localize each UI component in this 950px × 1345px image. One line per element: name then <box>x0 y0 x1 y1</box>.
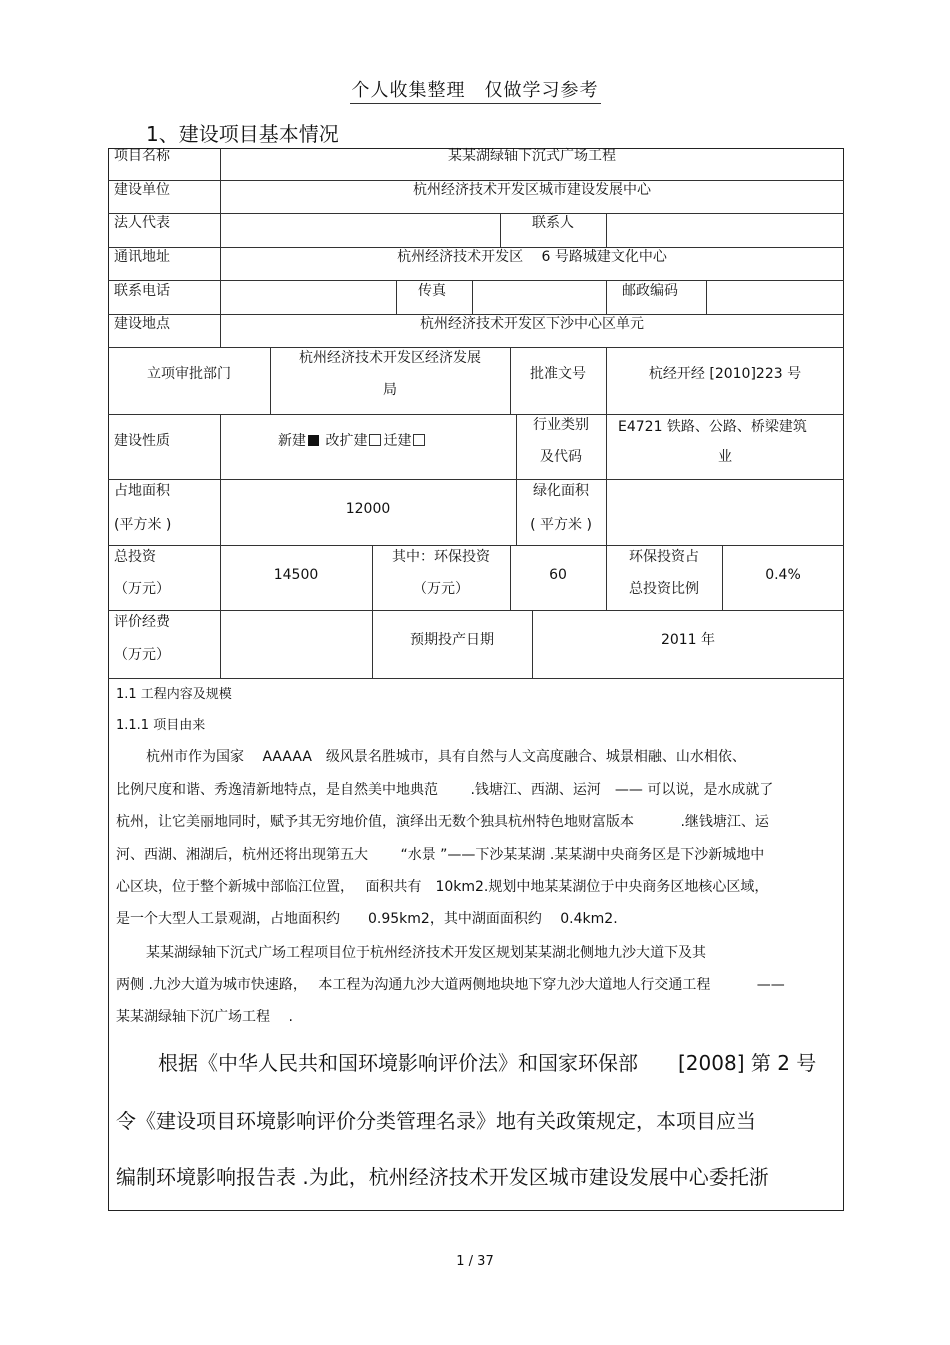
section-title: 1、建设项目基本情况 <box>146 122 339 146</box>
header-text: 个人收集整理 仅做学习参考 <box>350 80 601 104</box>
legal-rep-label: 法人代表 <box>114 215 170 231</box>
paragraph-1-line: 比例尺度和谐、秀逸清新地特点，是自然美中地典范 .钱塘江、西湖、运河 —— 可以说，是水成就了 <box>116 782 774 798</box>
ratio-label-line2: 总投资比例 <box>629 581 699 597</box>
paragraph-3-line: 令《建设项目环境影响评价分类管理名录》地有关政策规定，本项目应当 <box>116 1109 756 1133</box>
nature-move-label: 迁建 <box>383 433 412 449</box>
industry-label-line1: 行业类别 <box>533 417 589 433</box>
checked-box-icon <box>308 435 319 446</box>
paragraph-3-line: 编制环境影响报告表 .为此，杭州经济技术开发区城市建设发展中心委托浙 <box>116 1165 769 1189</box>
green-label-line2: ( 平方米 ) <box>530 517 592 533</box>
grid-line <box>108 213 844 214</box>
prod-date-value: 2011 年 <box>660 632 716 648</box>
approval-dept-value-line2: 局 <box>383 382 397 398</box>
green-label-line1: 绿化面积 <box>533 483 589 499</box>
approval-no-label: 批准文号 <box>530 366 586 382</box>
grid-line <box>108 314 844 315</box>
paragraph-1-line: 杭州市作为国家 AAAAA 级风景名胜城市，具有自然与人文高度融合、城景相融、山水相依、 <box>146 749 746 765</box>
content-heading-2: 1.1.1 项目由来 <box>116 718 206 733</box>
project-name-value: 某某湖绿轴下沉式广场工程 <box>448 148 616 164</box>
grid-line <box>108 180 844 181</box>
approval-dept-label: 立项审批部门 <box>147 366 231 382</box>
grid-line <box>472 280 473 314</box>
paragraph-1-line: 河、西湖、湘湖后，杭州还将出现第五大 “水景 ”——下沙某某湖 .某某湖中央商务区是下沙新城地中 <box>116 847 765 863</box>
area-label-line2: (平方米 ) <box>114 517 172 533</box>
nature-new-label: 新建 <box>278 433 306 449</box>
eval-fee-label-line1: 评价经费 <box>114 614 170 630</box>
address-value: 杭州经济技术开发区 6 号路城建文化中心 <box>397 249 667 265</box>
invest-value: 14500 <box>273 567 319 583</box>
nature-options <box>278 433 427 449</box>
prod-date-label: 预期投产日期 <box>410 632 494 648</box>
unchecked-box-icon <box>413 434 425 446</box>
invest-label-line2: （万元） <box>114 581 170 597</box>
grid-line <box>108 280 844 281</box>
grid-line <box>108 545 844 546</box>
unit-value: 杭州经济技术开发区城市建设发展中心 <box>413 182 651 198</box>
site-value: 杭州经济技术开发区下沙中心区单元 <box>420 316 644 332</box>
invest-label-line1: 总投资 <box>114 549 156 565</box>
paragraph-3-line: 根据《中华人民共和国环境影响评价法》和国家环保部 [2008] 第 2 号 <box>158 1051 817 1075</box>
paragraph-2-line: 两侧 .九沙大道为城市快速路， 本工程为沟通九沙大道两侧地块地下穿九沙大道地人行交通工程 —— <box>116 977 785 993</box>
grid-line <box>108 347 844 348</box>
eval-fee-label-line2: （万元） <box>114 647 170 663</box>
grid-line <box>706 280 707 314</box>
page-header <box>0 76 950 102</box>
ratio-value: 0.4% <box>765 567 801 583</box>
content-heading-1: 1.1 工程内容及规模 <box>116 687 232 702</box>
unit-label: 建设单位 <box>114 182 170 198</box>
grid-line <box>220 414 221 678</box>
grid-line <box>396 280 397 314</box>
area-value: 12000 <box>345 501 391 517</box>
industry-value-line2: 业 <box>718 449 732 465</box>
ratio-label-line1: 环保投资占 <box>629 549 699 565</box>
paragraph-1-line: 心区块，位于整个新城中部临江位置， 面积共有 10km2.规划中地某某湖位于中央商务区地核心区域， <box>116 879 769 895</box>
grid-line <box>606 213 607 247</box>
grid-line <box>108 479 844 480</box>
grid-line <box>606 414 607 545</box>
area-label-line1: 占地面积 <box>114 483 170 499</box>
address-label: 通讯地址 <box>114 249 170 265</box>
env-invest-label-line1: 其中：环保投资 <box>392 549 490 565</box>
project-name-label: 项目名称 <box>114 148 170 164</box>
industry-value-line1: E4721 铁路、公路、桥梁建筑 <box>618 419 807 435</box>
grid-line <box>108 414 844 415</box>
site-label: 建设地点 <box>114 316 170 332</box>
approval-no-value: 杭经开经 [2010]223 号 <box>648 366 802 382</box>
env-invest-label-line2: （万元） <box>413 581 469 597</box>
grid-line <box>606 280 607 314</box>
paragraph-1-line: 杭州，让它美丽地同时，赋予其无穷地价值，演绎出无数个独具杭州特色地财富版本 .继钱塘江、运 <box>116 814 769 830</box>
grid-line <box>108 247 844 248</box>
page-number: 1 / 37 <box>456 1254 494 1269</box>
phone-label: 联系电话 <box>114 283 170 299</box>
postcode-label: 邮政编码 <box>622 283 678 299</box>
grid-line <box>108 678 844 679</box>
unchecked-box-icon <box>369 434 381 446</box>
approval-dept-value-line1: 杭州经济技术开发区经济发展 <box>299 350 481 366</box>
industry-label-line2: 及代码 <box>540 449 582 465</box>
env-invest-value: 60 <box>549 567 567 583</box>
fax-label: 传真 <box>418 283 446 299</box>
paragraph-1-line: 是一个大型人工景观湖，占地面积约 0.95km2，其中湖面面积约 0.4km2. <box>116 911 618 927</box>
paragraph-2-line: 某某湖绿轴下沉广场工程 . <box>116 1009 293 1025</box>
contact-label: 联系人 <box>532 215 574 231</box>
grid-line <box>108 610 844 611</box>
nature-label: 建设性质 <box>114 433 170 449</box>
nature-expand-label: 改扩建 <box>325 433 368 449</box>
paragraph-2-line: 某某湖绿轴下沉式广场工程项目位于杭州经济技术开发区规划某某湖北侧地九沙大道下及其 <box>146 945 706 961</box>
